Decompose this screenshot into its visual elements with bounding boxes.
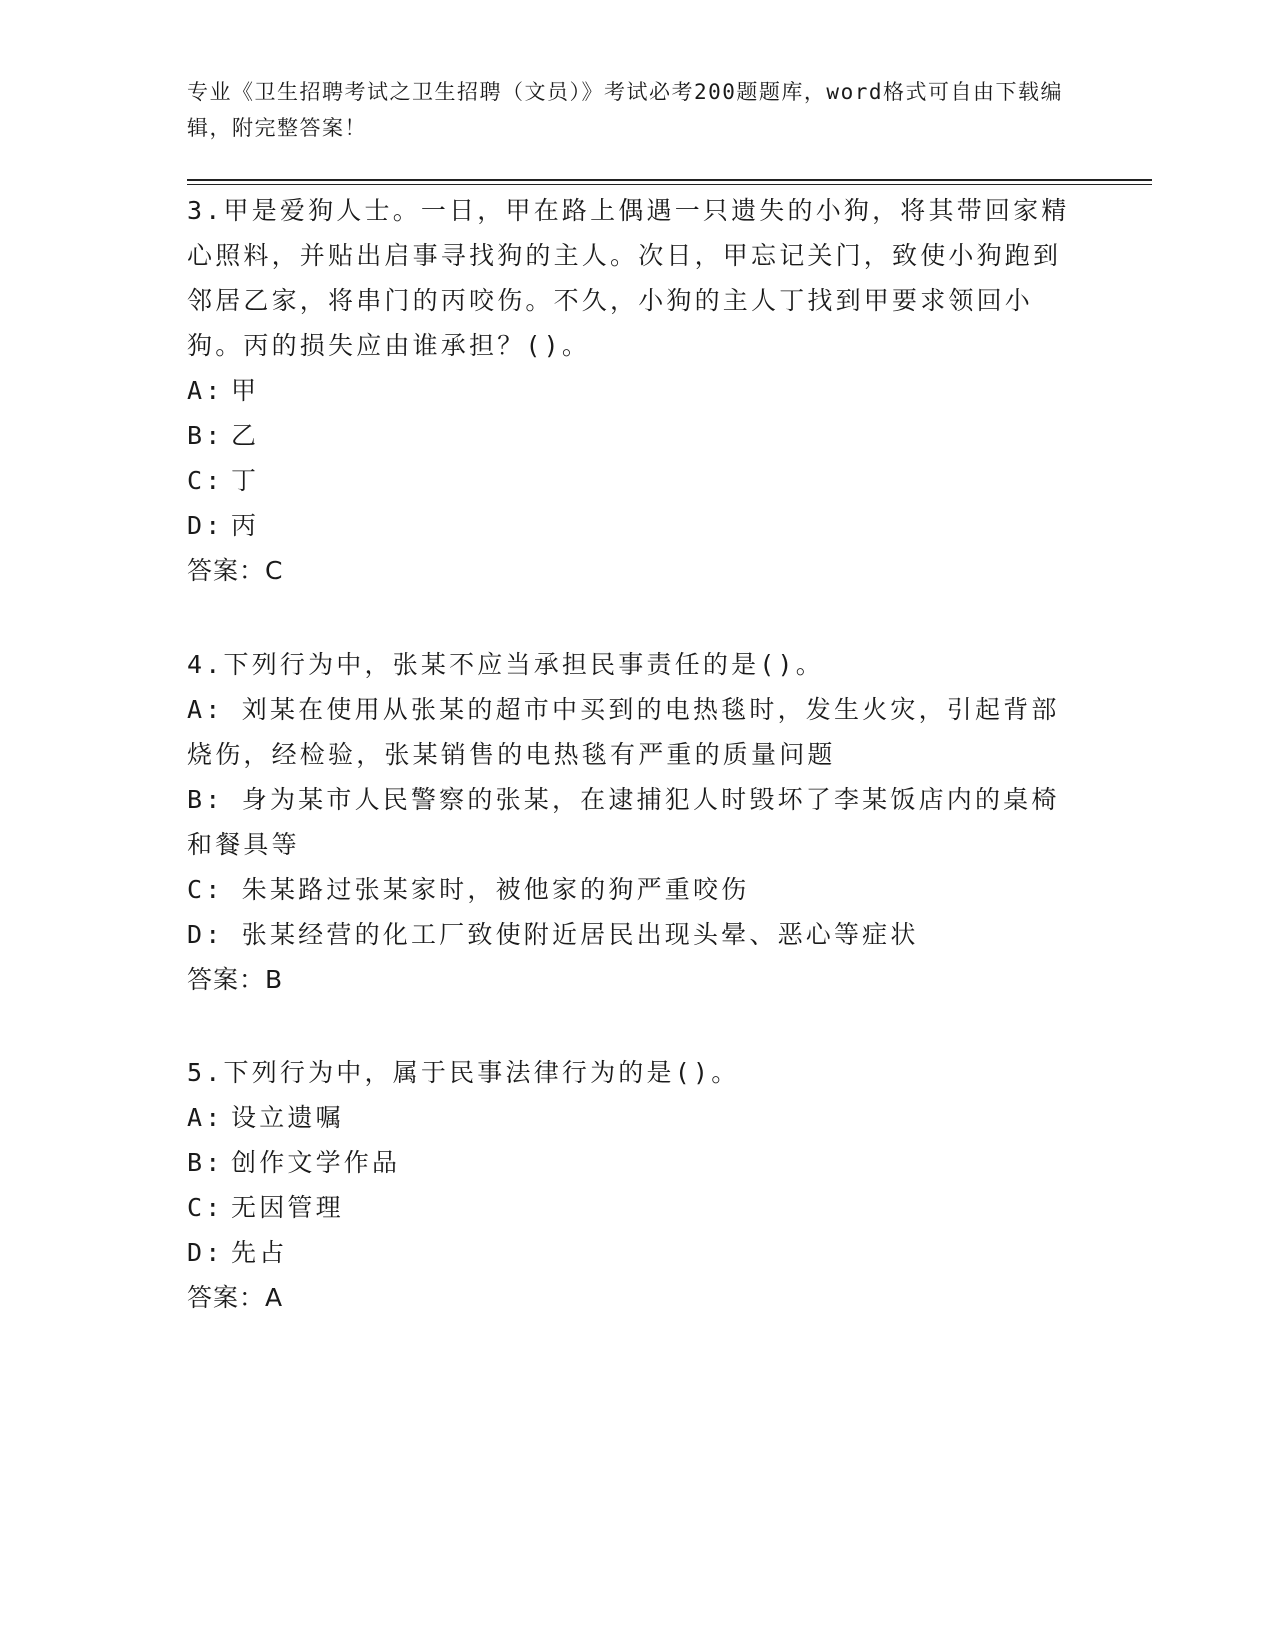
option-key: C: <box>187 1193 224 1222</box>
option-text: 无因管理 <box>231 1193 344 1222</box>
option-key: C: <box>187 875 224 904</box>
option-text: 刘某在使用从张某的超市中买到的电热毯时，发生火灾，引起背部烧伤，经检验，张某销售的电热毯有严重的质量问题 <box>187 695 1060 769</box>
option-text: 丙 <box>231 511 260 540</box>
option-key: A: <box>187 1103 224 1132</box>
question-block <box>187 642 1087 1002</box>
option-key: D: <box>187 511 224 540</box>
option-d <box>187 912 1087 957</box>
option-d <box>187 1230 1087 1275</box>
option-key: A: <box>187 376 224 405</box>
option-text: 张某经营的化工厂致使附近居民出现头晕、恶心等症状 <box>241 920 919 949</box>
question-block <box>187 188 1087 593</box>
answer-line: 答案：A <box>187 1283 284 1312</box>
option-key: D: <box>187 920 224 949</box>
question-stem: 3.甲是爱狗人士。一日，甲在路上偶遇一只遗失的小狗，将其带回家精心照料，并贴出启事寻找狗的主人。次日，甲忘记关门，致使小狗跑到邻居乙家，将串门的丙咬伤。不久，小狗的主人丁找到甲要求领回小狗。丙的损失应由谁承担？()。 <box>187 196 1070 360</box>
option-a <box>187 1095 1087 1140</box>
option-text: 设立遗嘱 <box>231 1103 344 1132</box>
option-text: 朱某路过张某家时，被他家的狗严重咬伤 <box>241 875 750 904</box>
option-key: A: <box>187 695 224 724</box>
option-b <box>187 1140 1087 1185</box>
option-b <box>187 777 1087 867</box>
option-key: B: <box>187 785 224 814</box>
option-a <box>187 368 1087 413</box>
option-key: D: <box>187 1238 224 1267</box>
option-text: 创作文学作品 <box>231 1148 401 1177</box>
option-text: 甲 <box>231 376 260 405</box>
header-divider <box>187 179 1152 185</box>
option-c <box>187 458 1087 503</box>
option-a <box>187 687 1087 777</box>
option-key: C: <box>187 466 224 495</box>
answer-line: 答案：C <box>187 556 284 585</box>
option-d <box>187 503 1087 548</box>
option-text: 乙 <box>231 421 260 450</box>
option-key: B: <box>187 1148 224 1177</box>
option-b <box>187 413 1087 458</box>
option-text: 身为某市人民警察的张某，在逮捕犯人时毁坏了李某饭店内的桌椅和餐具等 <box>187 785 1060 859</box>
document-header <box>187 74 1067 146</box>
answer-line: 答案：B <box>187 965 284 994</box>
question-block <box>187 1050 1087 1320</box>
option-key: B: <box>187 421 224 450</box>
question-stem: 4.下列行为中，张某不应当承担民事责任的是()。 <box>187 650 825 679</box>
header-text: 专业《卫生招聘考试之卫生招聘（文员）》考试必考200题题库，word格式可自由下载编辑，附完整答案！ <box>187 80 1063 140</box>
option-text: 先占 <box>231 1238 288 1267</box>
question-stem: 5.下列行为中，属于民事法律行为的是()。 <box>187 1058 740 1087</box>
option-c <box>187 1185 1087 1230</box>
option-c <box>187 867 1087 912</box>
option-text: 丁 <box>231 466 260 495</box>
